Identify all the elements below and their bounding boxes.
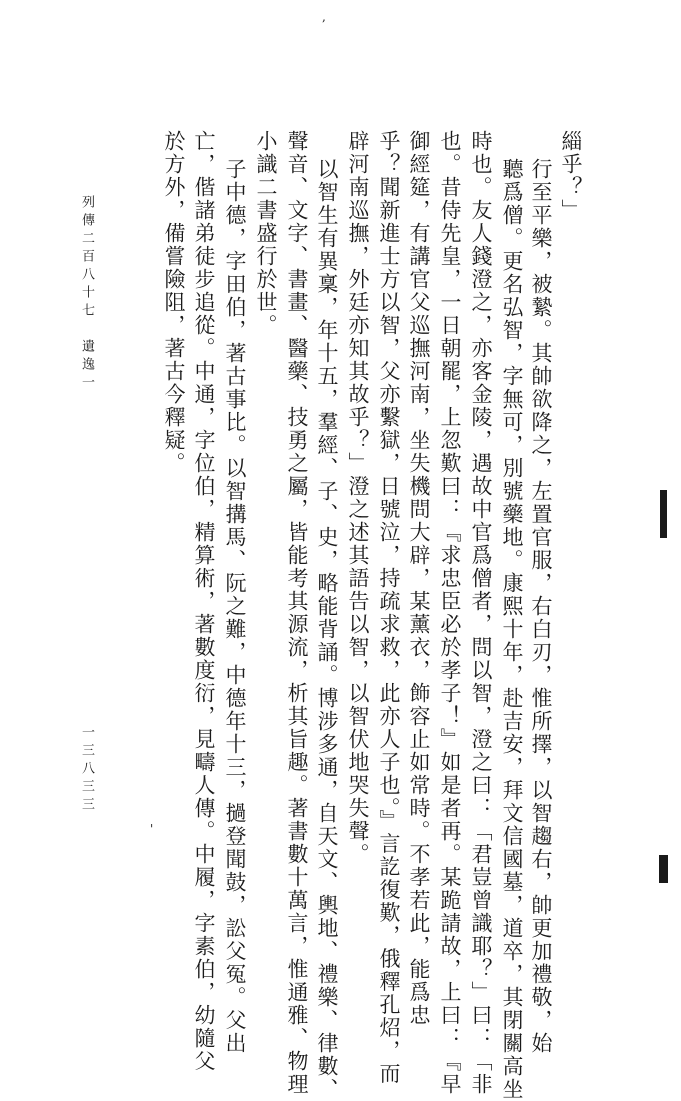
page-number: 一三八三三 [79, 725, 94, 815]
edge-ink-mark [659, 855, 668, 883]
ink-speck: , [322, 10, 326, 24]
text-column-8: 辟河南巡撫，外廷亦知其故乎？」澄之述其語告以智，以智伏地哭失聲。 [346, 130, 370, 866]
running-header: 列傳二百八十七 遺逸一 [79, 195, 94, 393]
text-column-6: 御經筵，有講官父巡撫河南，坐失機問大辟，某薰衣，飾容止如常時。不孝若此，能爲忠 [407, 130, 431, 1027]
text-column-11: 小識二書盛行於世。 [254, 130, 278, 337]
text-column-3: 聽爲僧。更名弘智，字無可，別號藥地。康熙十年，赴吉安，拜文信國墓，道卒，其閉關高坐 [500, 158, 524, 1101]
text-column-4: 時也。友人錢澄之，亦客金陵，遇故中官爲僧者，問以智，澄之曰：「君豈曾識耶？」曰：「非 [469, 130, 493, 1096]
text-column-7: 乎？聞新進士方以智，父亦繫獄，日號泣，持疏求救，此亦人子也。』言訖復歎，俄釋孔炤，而 [377, 130, 401, 1086]
text-column-5: 也。昔侍先皇，一日朝罷，上忽歎曰：『求忠臣必於孝子！』如是者再。某跪請故，上曰：『早 [438, 130, 462, 1096]
text-column-9: 以智生有異稟，年十五，羣經、子、史，略能背誦。博涉多通，自天文、輿地、禮樂、律數、 [315, 158, 339, 1101]
text-column-12: 子中德，字田伯，著古事比。以智搆馬、阮之難，中德年十三，撾登聞鼓，訟父冤。父出 [223, 158, 247, 1055]
ink-speck: ' [150, 822, 154, 836]
edge-ink-mark [660, 490, 667, 538]
text-column-14: 於方外，備嘗險阻，著古今釋疑。 [162, 130, 186, 475]
text-column-13: 亡，偕諸弟徒步追從。中通，字位伯，精算術，著數度衍，見疇人傳。中履，字素伯，幼隨父 [192, 130, 216, 1073]
text-column-10: 聲音、文字、書畫、醫藥、技勇之屬，皆能考其源流，析其旨趣。著書數十萬言，惟通雅、物理 [285, 130, 309, 1096]
text-column-2: 行至平樂，被縶。其帥欲降之，左置官服，右白刃，惟所擇，以智趨右，帥更加禮敬，始 [529, 158, 553, 1055]
text-column-1: 緇乎？」 [559, 130, 583, 222]
